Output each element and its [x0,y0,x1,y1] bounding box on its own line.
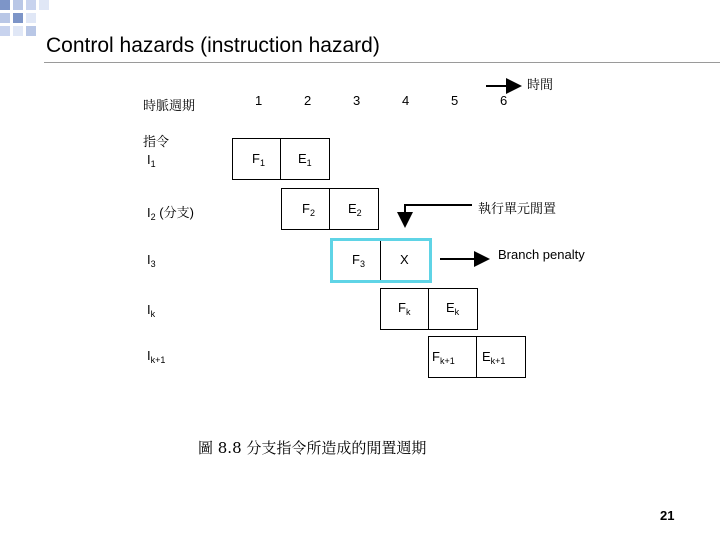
row-label-ik: $I_k$ [147,302,156,319]
pipeline-block-i3 [330,238,432,283]
cycle-number: 2 [304,93,312,108]
stage-cell: $F_3$ [352,252,365,269]
time-label: 時間 [527,78,554,93]
stage-cell: $F_{k+1}$ [432,349,455,366]
pipeline-block-i2 [281,188,379,230]
pipeline-divider [280,138,281,180]
pipeline-block-i1 [232,138,330,180]
stage-cell: $E_1$ [298,151,312,168]
cycle-number: 4 [402,93,410,108]
slide-title: Control hazards (instruction hazard) [46,34,380,57]
row-label-i3: $I_3$ [147,252,156,269]
exec-idle-label: 執行單元閒置 [478,202,557,217]
row-label-ik1: $I_{k+1}$ [147,348,166,365]
stall-cell: X [400,252,409,267]
pipeline-block-ik [380,288,478,330]
row-label-i2: $I_2$ (分支) [147,205,194,222]
exec-idle-arrow [405,205,472,226]
pipeline-divider [329,188,330,230]
pipeline-divider [380,241,381,280]
stage-cell: $E_k$ [446,300,460,317]
pipeline-divider [476,336,477,378]
cycle-number: 6 [500,93,508,108]
cycle-number: 1 [255,93,263,108]
page-number: 21 [660,508,675,523]
figure-caption: 圖 8.8 分支指令所造成的閒置週期 [198,439,427,457]
cycle-number: 3 [353,93,361,108]
branch-penalty-label: Branch penalty [498,247,585,262]
stage-cell: $F_2$ [302,201,315,218]
cycle-number: 5 [451,93,459,108]
pipeline-divider [428,288,429,330]
stage-cell: $E_2$ [348,201,362,218]
stage-cell: $F_1$ [252,151,265,168]
clock-cycle-label: 時脈週期 [143,99,196,114]
row-label-i1: $I_1$ [147,152,156,169]
stage-cell: $F_k$ [398,300,411,317]
stage-cell: $E_{k+1}$ [482,349,506,366]
instruction-header: 指令 [143,135,170,150]
